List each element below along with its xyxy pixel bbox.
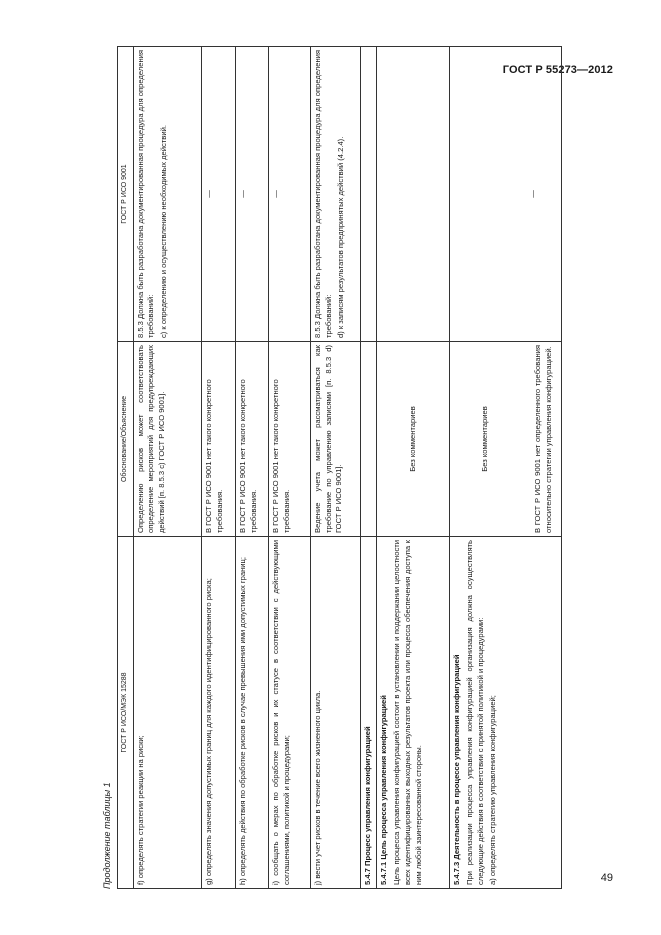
cell-9001: 8.5.3 Должна быть разработана документированная процедура для определения требований: d) к записям результатов предпринятых действий (4.2.4).: [310, 47, 360, 342]
cell-9001: [360, 47, 376, 342]
cell-9001: [450, 47, 562, 342]
table-row: [377, 47, 450, 889]
table-row: [202, 47, 235, 889]
cell-15288: 5.4.7.1 Цель процесса управления конфигурацией Цель процесса управления конфигурацией состоит в установлении и поддержании целостности всех идентифицированных выходных результатов проекта или процесса обеспечения доступа к ним любой заинтересованной стороны.: [377, 537, 450, 889]
table-section-row: [360, 47, 376, 889]
dash-mark: —: [204, 190, 214, 198]
cell-rationale: Ведение учета может рассматриваться как требование по управлению записями [п. 8.5.3 d) ГОСТ Р ИСО 9001].: [310, 342, 360, 537]
cell-15288: i) сообщать о мерах по обработке рисков и их статусе в соответствии с действующими соглашениями, политикой и процедурами;: [269, 537, 311, 889]
dash-mark: —: [271, 190, 281, 198]
comparison-table: [117, 46, 562, 889]
cell-rationale: [360, 342, 376, 537]
section-heading: 5.4.7 Процесс управления конфигурацией: [360, 537, 376, 889]
table-row: [269, 47, 311, 889]
cell-rationale: Определению рисков может соответствовать определение мероприятий для предупреждающих действий [п. 8.5.3 с) ГОСТ Р ИСО 9001].: [133, 342, 202, 537]
cell-9001: 8.5.3 Должна быть разработана документированная процедура для определения требований: с) к определению и осуществлению необходимых действий.: [133, 47, 202, 342]
column-header: ГОСТ Р ИСО/МЭК 15288: [118, 537, 134, 889]
dash-mark: —: [528, 190, 538, 198]
table-header-row: [118, 47, 134, 889]
column-header: Обоснование/Объяснение: [118, 342, 134, 537]
table-row: [450, 47, 562, 889]
cell-15288: 5.4.7.3 Деятельность в процессе управления конфигурацией При реализации процесса управления конфигурацией организация должна осуществлять следующие действия в соответствии с принятой политикой и процедурами: а) определять стратегию управления конфигурацией;: [450, 537, 562, 889]
rotated-table-block: [97, 47, 563, 889]
cell-9001: [235, 47, 268, 342]
cell-15288: h) определять действия по обработке рисков в случае превышения ими допустимых границ;: [235, 537, 268, 889]
cell-9001: [269, 47, 311, 342]
cell-rationale: В ГОСТ Р ИСО 9001 нет такого конкретного требования.: [202, 342, 235, 537]
cell-9001: [377, 47, 450, 342]
cell-15288: g) определять значения допустимых границ для каждого идентифицированного риска;: [202, 537, 235, 889]
cell-rationale: В ГОСТ Р ИСО 9001 нет такого конкретного требования.: [269, 342, 311, 537]
table-row: [133, 47, 202, 889]
table-continuation-caption: Продолжение таблицы 1: [102, 782, 112, 889]
cell-9001: [202, 47, 235, 342]
cell-rationale: Без комментариев В ГОСТ Р ИСО 9001 нет определенного требования относительно стратегии управления конфигурацией.: [450, 342, 562, 537]
cell-rationale: В ГОСТ Р ИСО 9001 нет такого конкретного требования.: [235, 342, 268, 537]
table-row: [310, 47, 360, 889]
dash-mark: —: [237, 190, 247, 198]
standard-code: ГОСТ Р 55273—2012: [502, 64, 613, 76]
cell-rationale: Без комментариев: [377, 342, 450, 537]
page-number: 49: [600, 872, 613, 884]
cell-15288: j) вести учет рисков в течение всего жизненного цикла.: [310, 537, 360, 889]
column-header: ГОСТ Р ИСО 9001: [118, 47, 134, 342]
table-row: [235, 47, 268, 889]
cell-15288: f) определять стратегии реакции на риски;: [133, 537, 202, 889]
